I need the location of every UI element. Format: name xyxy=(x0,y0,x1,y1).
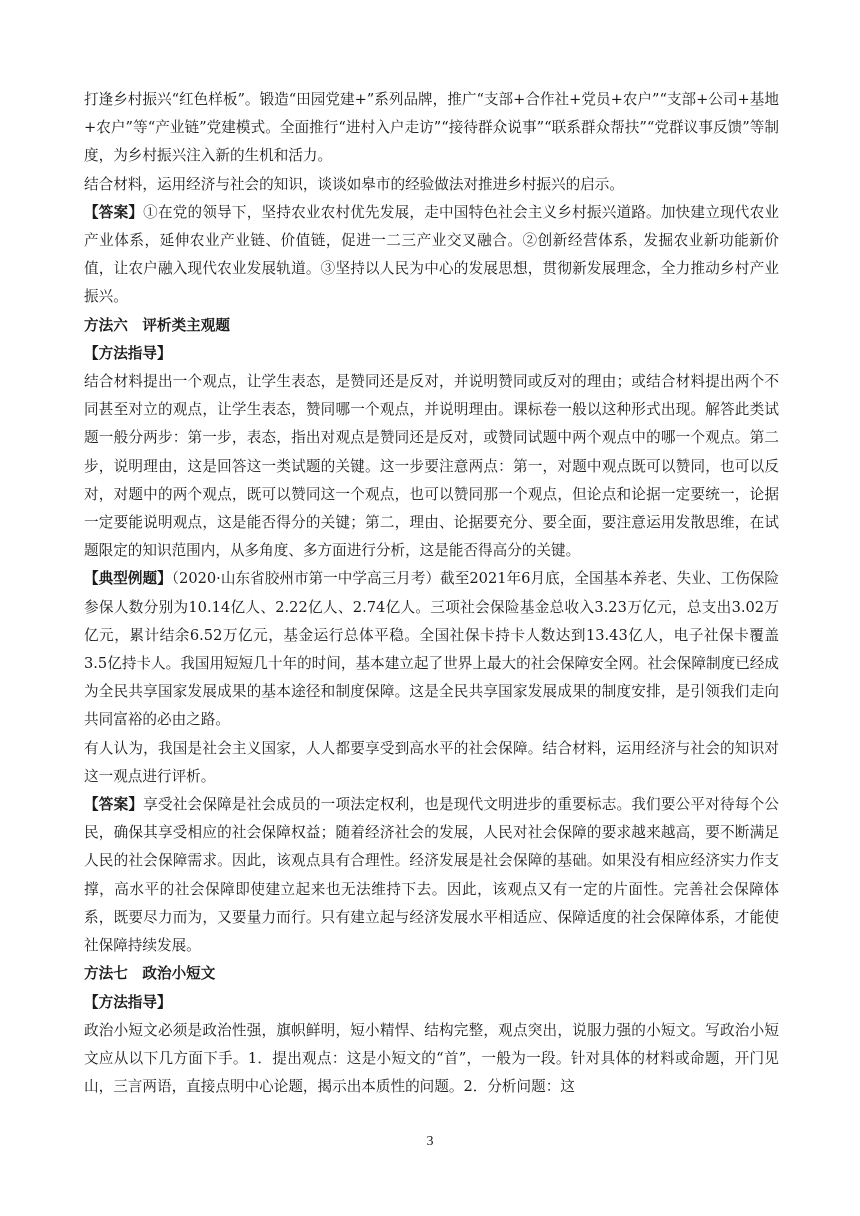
example-label: 【典型例题】 xyxy=(84,570,172,588)
method-guide-label: 【方法指导】 xyxy=(84,344,172,362)
paragraph: 打逢乡村振兴“红色样板”。锻造“田园党建+”系列品牌，推广“支部+合作社+党员+农户”“支部+公司+基地+农户”等“产业链”党建模式。全面推行“进村入户走访”“接待群众说事”“联系群众帮扶”“党群议事反馈”等制度，为乡村振兴注入新的生机和活力。 xyxy=(84,91,779,165)
example-text: （2020·山东省胶州市第一中学高三月考）截至2021年6月底，全国基本养老、失业、工伤保险参保人数分别为10.14亿人、2.22亿人、2.74亿人。三项社会保险基金总收入3.23万亿元，总支出3.02万亿元，累计结余6.52万亿元，基金运行总体平稳。全国社保卡持卡人数达到13.43亿人，电子社保卡覆盖3.5亿持卡人。我国用短短几十年的时间，基本建立起了世界上最大的社会保障安全网。社会保障制度已经成为全民共享国家发展成果的基本途径和制度保障。这是全民共享国家发展成果的制度安排，是引领我们走向共同富裕的必由之路。 xyxy=(84,570,779,729)
example-paragraph xyxy=(84,565,779,734)
document-body xyxy=(84,86,779,1101)
paragraph: 结合材料提出一个观点，让学生表态，是赞同还是反对，并说明赞同或反对的理由；或结合材料提出两个不同甚至对立的观点，让学生表态，赞同哪一个观点，并说明理由。课标卷一般以这种形式出现。解答此类试题一般分两步：第一步，表态，指出对观点是赞同还是反对，或赞同试题中两个观点中的哪一个观点。第二步，说明理由，这是回答这一类试题的关键。这一步要注意两点：第一，对题中观点既可以赞同，也可以反对，对题中的两个观点，既可以赞同这一个观点，也可以赞同那一个观点，但论点和论据一定要统一，论据一定要能说明观点，这是能否得分的关键；第二，理由、论据要充分、要全面，要注意运用发散思维，在试题限定的知识范围内，从多角度、多方面进行分析，这是能否得高分的关键。 xyxy=(84,373,779,560)
answer-paragraph xyxy=(84,199,779,312)
method-guide-label: 【方法指导】 xyxy=(84,993,172,1011)
section-heading: 方法六 评析类主观题 xyxy=(84,316,230,334)
answer-text: 享受社会保障是社会成员的一项法定权利，也是现代文明进步的重要标志。我们要公平对待每个公民，确保其享受相应的社会保障权益；随着经济社会的发展，人民对社会保障的要求越来越高，要不断满足人民的社会保障需求。因此，该观点具有合理性。经济发展是社会保障的基础。如果没有相应经济实力作支撑，高水平的社会保障即使建立起来也无法维持下去。因此，该观点又有一定的片面性。完善社会保障体系，既要尽力而为，又要量力而行。只有建立起与经济发展水平相适应、保障适度的社会保障体系，才能使社保障持续发展。 xyxy=(84,796,779,955)
answer-label: 【答案】 xyxy=(84,203,144,221)
paragraph: 结合材料，运用经济与社会的知识，谈谈如皋市的经验做法对推进乡村振兴的启示。 xyxy=(84,175,624,193)
paragraph: 政治小短文必须是政治性强，旗帜鲜明，短小精悍、结构完整，观点突出，说服力强的小短文。写政治小短文应从以下几方面下手。1．提出观点：这是小短文的“首”，一般为一段。针对具体的材料或命题，开门见山，三言两语，直接点明中心论题，揭示出本质性的问题。2．分析问题：这 xyxy=(84,1021,779,1096)
page-number: 3 xyxy=(426,1134,434,1149)
section-heading: 方法七 政治小短文 xyxy=(84,965,216,983)
paragraph: 有人认为，我国是社会主义国家，人人都要享受到高水平的社会保障。结合材料，运用经济与社会的知识对这一观点进行评析。 xyxy=(84,739,779,785)
answer-label: 【答案】 xyxy=(84,796,144,814)
answer-paragraph xyxy=(84,791,779,960)
answer-text: ①在党的领导下，坚持农业农村优先发展，走中国特色社会主义乡村振兴道路。加快建立现代农业产业体系，延伸农业产业链、价值链，促进一二三产业交叉融合。②创新经营体系，发掘农业新功能新价值，让农户融入现代农业发展轨道。③坚持以人民为中心的发展思想，贯彻新发展理念，全力推动乡村产业振兴。 xyxy=(84,203,779,306)
